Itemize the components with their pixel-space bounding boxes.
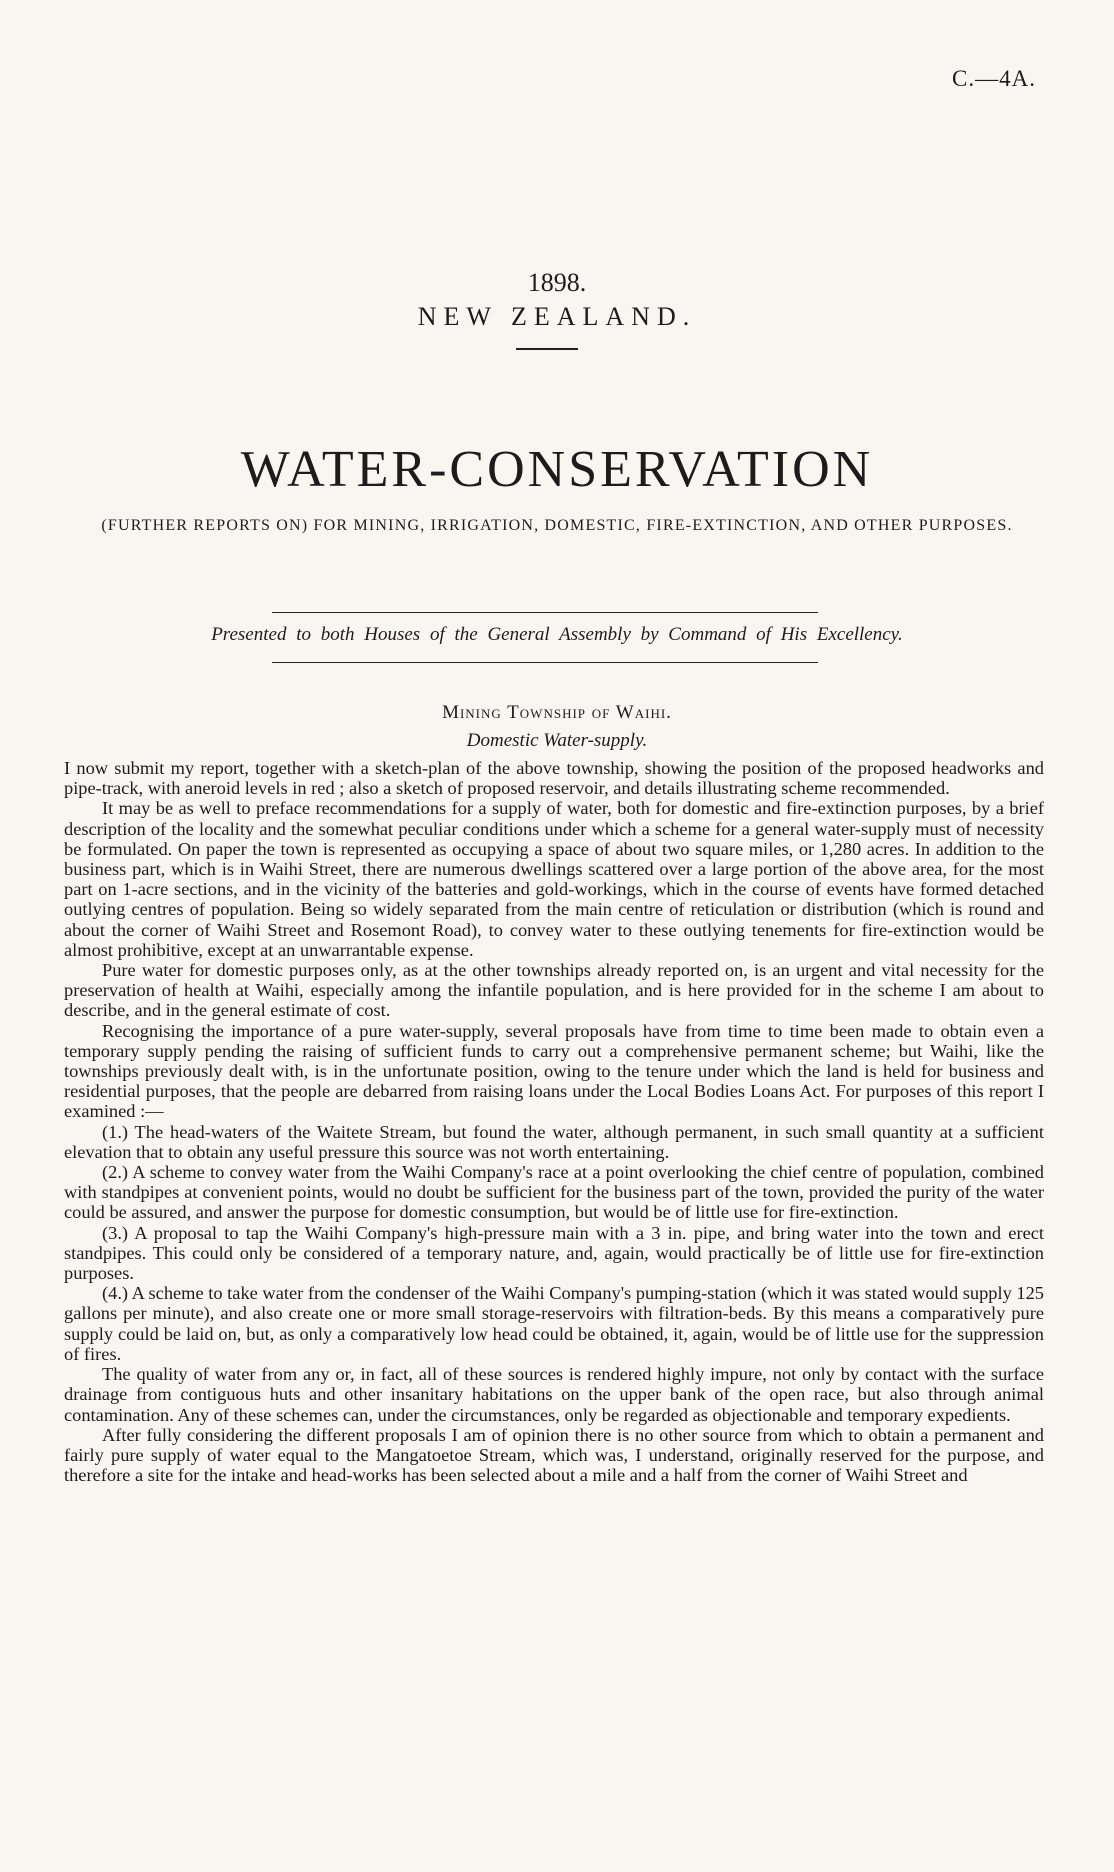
short-divider: [516, 348, 578, 350]
section-heading: Mining Township of Waihi.: [442, 702, 672, 723]
paragraph: (3.) A proposal to tap the Waihi Company's high-pressure main with a 3 in. pipe, and bring water into the town and erect standpipes. This could only be considered of a temporary nature, and, again, would practically be of little use for fire-extinction purposes.: [64, 1222, 1044, 1284]
paragraph: (2.) A scheme to convey water from the Waihi Company's race at a point overlooking the chief centre of population, combined with standpipes at convenient points, would no doubt be sufficient for the business part of the town, provided the purity of the water could be assured, and answer the purpose for domestic consumption, but would be of little use for fire-extinction.: [64, 1162, 1044, 1223]
paragraph: (1.) The head-waters of the Waitete Stream, but found the water, although permanent, in such small quantity at a sufficient elevation that to obtain any useful pressure this source was not worth entertaining.: [64, 1121, 1044, 1162]
document-subtitle: (FURTHER REPORTS ON) FOR MINING, IRRIGATION, DOMESTIC, FIRE-EXTINCTION, AND OTHER PURPOSES.: [101, 517, 1013, 534]
paragraph: (4.) A scheme to take water from the condenser of the Waihi Company's pumping-station (which it was stated would supply 125 gallons per minute), and also create one or more small storage-reservoirs with filtration-beds. By this means a comparatively pure supply could be laid on, but, as only a comparatively low head could be obtained, it, again, would be of little use for the suppression of fires.: [64, 1283, 1044, 1364]
paragraph: Pure water for domestic purposes only, as at the other townships already reported on, is an urgent and vital necessity for the preservation of health at Waihi, especially among the infantile population, and is here provided for in the scheme I am about to describe, and in the general estimate of cost.: [64, 960, 1044, 1021]
paragraph: I now submit my report, together with a sketch-plan of the above township, showing the position of the proposed headworks and pipe-track, with aneroid levels in red ; also a sketch of proposed reservoir, and details illustrating scheme recommended.: [64, 758, 1044, 799]
document-title: WATER-CONSERVATION: [240, 441, 874, 498]
year: 1898.: [527, 268, 587, 297]
country-name: NEW ZEALAND.: [417, 302, 697, 331]
paragraph: After fully considering the different proposals I am of opinion there is no other source from which to obtain a permanent and fairly pure supply of water equal to the Mangatoetoe Stream, which was, I understand, originally reserved for the purpose, and therefore a site for the intake and head-works has been selected about a mile and a half from the corner of Waihi Street and: [64, 1424, 1044, 1486]
paper-reference: C.—4A.: [952, 66, 1036, 91]
divider-bottom: [272, 662, 818, 663]
paragraph: The quality of water from any or, in fact, all of these sources is rendered highly impure, not only by contact with the surface drainage from contiguous huts and other insanitary habitations on the upper bank of the open race, but also through animal contamination. Any of these schemes can, under the circumstances, only be regarded as objectionable and temporary expedients.: [64, 1364, 1044, 1425]
section-subheading: Domestic Water-supply.: [466, 730, 648, 751]
divider-top: [272, 612, 818, 613]
paragraph: It may be as well to preface recommendations for a supply of water, both for domestic and fire-extinction purposes, by a brief description of the locality and the somewhat peculiar conditions under which a scheme for a general water-supply must of necessity be formulated. On paper the town is represented as occupying a space of about two square miles, or 1,280 acres. In addition to the business part, which is in Waihi Street, there are numerous dwellings scattered over a large portion of the above area, for the most part on 1-acre sections, and in the vicinity of the batteries and gold-workings, which in the course of events have formed detached outlying centres of population. Being so widely separated from the main centre of reticulation or distribution (which is round and about the corner of Waihi Street and Rosemont Road), to convey water to these outlying tenements for fire-extinction would be almost prohibitive, except at an unwarrantable expense.: [64, 798, 1044, 960]
presented-line: Presented to both Houses of the General Assembly by Command of His Excellency.: [211, 624, 903, 645]
report-body: [64, 758, 1044, 1485]
paragraph: Recognising the importance of a pure water-supply, several proposals have from time to time been made to obtain even a temporary supply pending the raising of sufficient funds to carry out a comprehensive permanent scheme; but Waihi, like the townships previously dealt with, is in the unfortunate position, owing to the tenure under which the land is held for business and residential purposes, that the people are debarred from raising loans under the Local Bodies Loans Act. For purposes of this report I examined :—: [64, 1020, 1044, 1122]
